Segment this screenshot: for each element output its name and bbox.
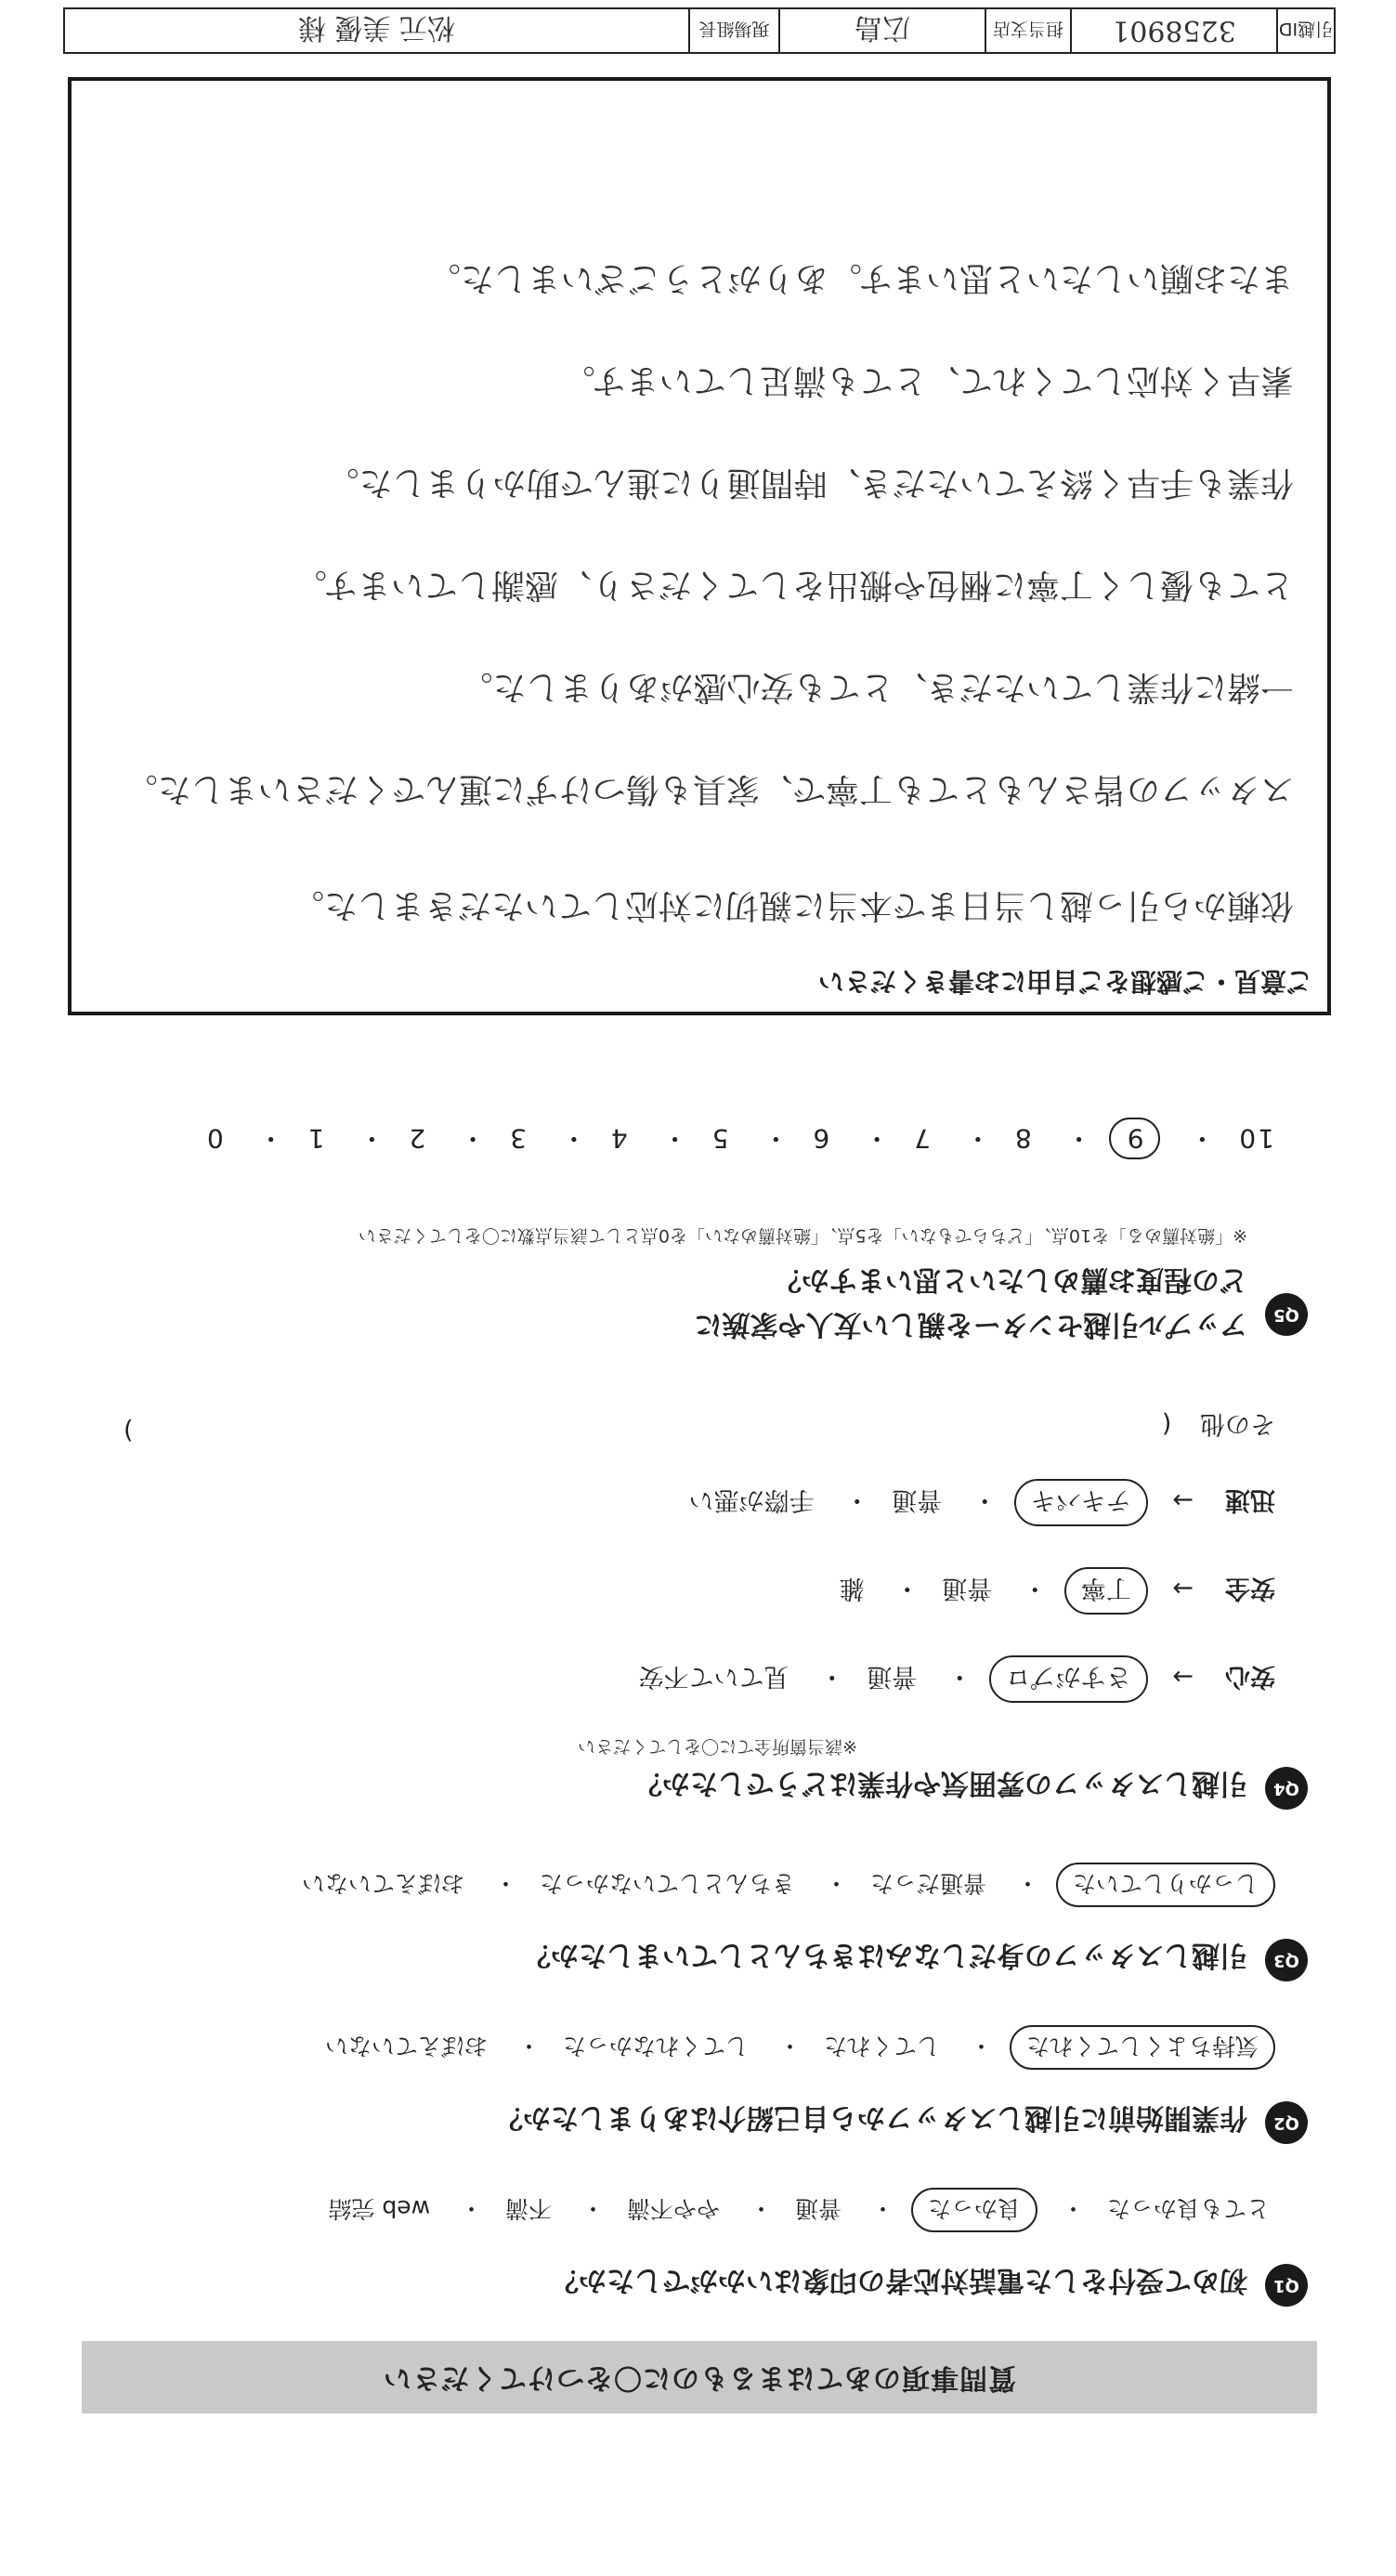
comment-line: 素早く対応してくれて、とても満足しています。 [561,361,1294,399]
q3-option-not-neat[interactable]: きちんとしていなかった [540,1870,796,1897]
q4-other-paren-close: ) [124,1416,134,1445]
q5-score-2[interactable]: 2 [407,1123,426,1154]
q4-row-label: 安全 [1225,1574,1275,1602]
instruction-text: 質問事項のあてはまるものに〇をつけてください [383,2361,1016,2394]
q3-option-dont-remember[interactable]: おぼえていない [302,1870,465,1897]
q1-option-somewhat-dissatisfied[interactable]: やや不満 [627,2195,721,2222]
q1-badge: Q1 [1265,2264,1308,2307]
q2-option-yes[interactable]: してくれた [824,2033,941,2059]
q1-options: とても良かった・ 良かった・ 普通・ やや不満・ 不満・ web 完結 [322,2188,1275,2232]
move-id-value[interactable]: 3258901 [1070,9,1276,52]
q4-row-label: 安心 [1225,1662,1275,1691]
q3-option-neat[interactable]: しっかりしていた [1056,1863,1275,1907]
q4-option-normal[interactable]: 普通 [892,1485,943,1514]
branch-label: 担当支店 [985,9,1070,52]
q4-option-normal[interactable]: 普通 [867,1662,918,1691]
q2-badge: Q2 [1265,2101,1308,2144]
q4-badge: Q4 [1265,1767,1308,1810]
q4-row-speed: 迅速→ テキパキ・ 普通・ 手際が悪い [684,1479,1275,1526]
q5-score-3[interactable]: 3 [508,1123,527,1154]
q2-options: 気持ちよくしてくれた・ してくれた・ してくれなかった・ おぼえていない [320,2025,1275,2070]
q3-option-normal[interactable]: 普通だった [870,1870,987,1897]
q4-row-other [124,1408,1275,1445]
q5-score-9[interactable]: 9 [1109,1118,1161,1159]
q4-option-professional[interactable]: さすがプロ [989,1655,1148,1703]
q4-row-safety: 安心→ さすがプロ・ 普通・ 見ていて不安 [633,1655,1275,1703]
q5-badge: Q5 [1265,1293,1308,1336]
q2-option-pleasant[interactable]: 気持ちよくしてくれた [1010,2025,1275,2070]
q5-score-8[interactable]: 8 [1012,1123,1032,1154]
q4-question: 引越しスタッフの雰囲気や作業はどうでしたか？ [634,1767,1247,1799]
footer-info-table [63,7,1336,54]
q5-score-7[interactable]: 7 [912,1123,931,1154]
q4-option-careful[interactable]: 丁寧 [1064,1567,1148,1615]
move-id-label: 引越ID [1276,9,1334,52]
comment-line: 依頼から引っ越し当日まで本当に親切に対応していただきました。 [290,886,1294,924]
q4-option-clumsy[interactable]: 手際が悪い [688,1485,815,1514]
q1-option-normal[interactable]: 普通 [795,2195,842,2222]
q5-score-4[interactable]: 4 [608,1123,628,1154]
q1-option-web[interactable]: web 完結 [328,2195,431,2222]
leader-label: 現場組長 [688,9,778,52]
comment-box[interactable] [68,77,1331,1015]
q1-option-good[interactable]: 良かった [911,2188,1037,2232]
comment-line: 作業も手早く終えていただき、時間通りに進んで助かりました。 [325,464,1294,502]
branch-value[interactable]: 広島 [778,9,985,52]
comment-line: とても優しく丁寧に梱包や搬出をしてくださり、感謝しています。 [293,566,1294,604]
q4-other-paren-open: ( [1161,1409,1172,1438]
q4-option-normal[interactable]: 普通 [942,1574,993,1602]
comment-line: 一緒に作業していただき、とても安心感がありました。 [459,668,1294,706]
q5-score-6[interactable]: 6 [811,1123,830,1154]
q4-option-rough[interactable]: 雑 [839,1574,865,1602]
q5-question-line1: アップル引越センターを親しい友人や家族に [694,1308,1247,1340]
q5-question-line2: どの程度お薦めしたいと思いますか？ [774,1263,1247,1296]
q2-option-no[interactable]: してくれなかった [563,2033,750,2059]
q5-score-0[interactable]: 0 [204,1123,224,1154]
q2-question: 作業開始前に引越しスタッフから自己紹介はありましたか？ [495,2101,1247,2134]
q3-question: 引越しスタッフの身だしなみはきちんとしていましたか？ [523,1939,1247,1971]
q3-badge: Q3 [1265,1939,1308,1981]
q4-option-anxious[interactable]: 見ていて不安 [638,1662,789,1691]
q5-score-1[interactable]: 1 [306,1123,325,1154]
q4-row-label: 迅速 [1225,1485,1275,1514]
q4-option-efficient[interactable]: テキパキ [1014,1479,1148,1526]
instruction-band [82,2341,1317,2413]
q1-option-dissatisfied[interactable]: 不満 [505,2195,553,2222]
q4-row-security: 安全→ 丁寧・ 普通・ 雑 [834,1567,1275,1615]
q5-note: ※「絶対薦める」を10点、「どちらでもない」を5点、「絶対薦めない」を0点として該当点数に〇をしてください [358,1225,1247,1246]
q5-score-5[interactable]: 5 [710,1123,729,1154]
q2-option-dont-remember[interactable]: おぼえていない [325,2033,489,2059]
q4-note: ※該当箇所全てに〇をしてください [578,1736,857,1757]
comment-line: またお願いしたいと思います。ありがとうございました。 [426,259,1294,297]
comment-label: ご意見・ご感想をご自由にお書きください [817,966,1312,997]
q5-scale: 10・ 9・ 8・ 7・ 6・ 5・ 4・ 3・ 2・ 1・ 0 [200,1118,1280,1159]
leader-value[interactable]: 松元 美優 様 [297,11,456,44]
q4-other-label: その他 [1200,1409,1275,1438]
q5-score-10[interactable]: 10 [1237,1123,1274,1154]
q1-question: 初めて受付をした電話対応者の印象はいかがでしたか？ [551,2264,1247,2296]
q3-options: しっかりしていた・ 普通だった・ きちんとしていなかった・ おぼえていない [296,1863,1275,1907]
q1-option-very-good[interactable]: とても良かった [1106,2195,1270,2222]
comment-line: スタッフの皆さんもとても丁寧で、家具も傷つけずに運んでくださいました。 [124,770,1294,808]
